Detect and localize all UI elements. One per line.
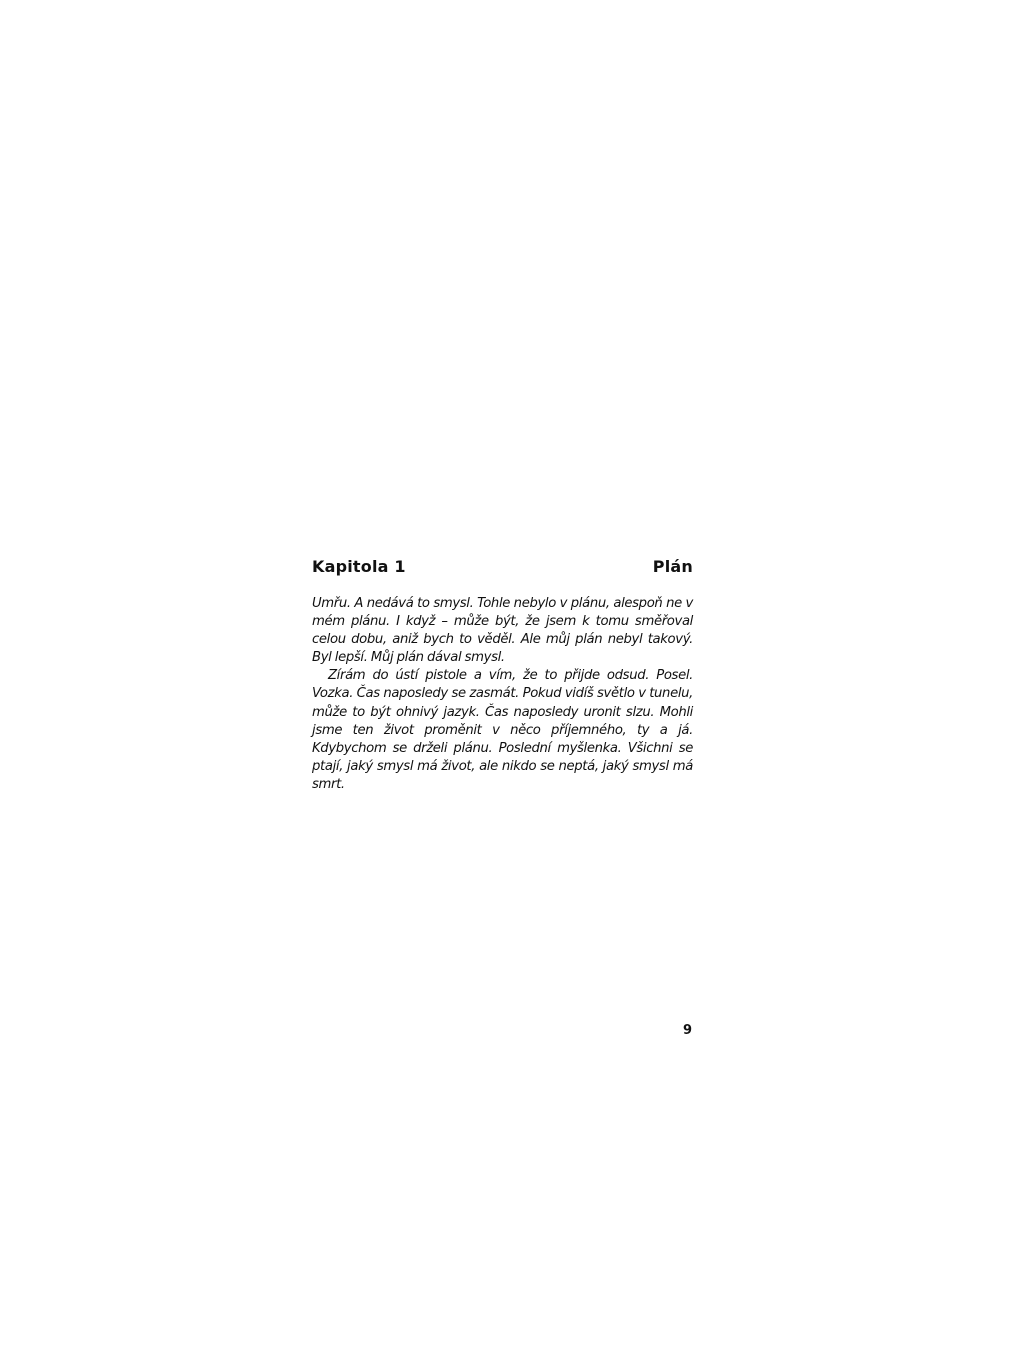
- chapter-label: Kapitola 1: [312, 557, 406, 576]
- chapter-heading: [312, 556, 693, 578]
- chapter-body: [312, 595, 693, 794]
- page-number: 9: [682, 1023, 692, 1038]
- page-text-block: [312, 556, 693, 794]
- paragraph-1: Umřu. A nedává to smysl. Tohle nebylo v plánu, alespoň ne v mém plánu. I když – může být, že jsem k tomu směřoval celou dobu, aniž bych to věděl. Ale můj plán nebyl takový. Byl lepší. Můj plán dával smysl.: [312, 596, 693, 666]
- chapter-title: Plán: [652, 557, 693, 576]
- paragraph-2: Zírám do ústí pistole a vím, že to přijde odsud. Posel. Vozka. Čas naposledy se zasmát. Pokud vidíš světlo v tunelu, může to být ohnivý jazyk. Čas naposledy uronit slzu. Mohli jsme ten život proměnit v něco příjemného, ty a já. Kdybychom se drželi plánu. Poslední myšlenka. Všichni se ptají, jaký smysl má život, ale nikdo se neptá, jaký smysl má smrt.: [312, 668, 693, 792]
